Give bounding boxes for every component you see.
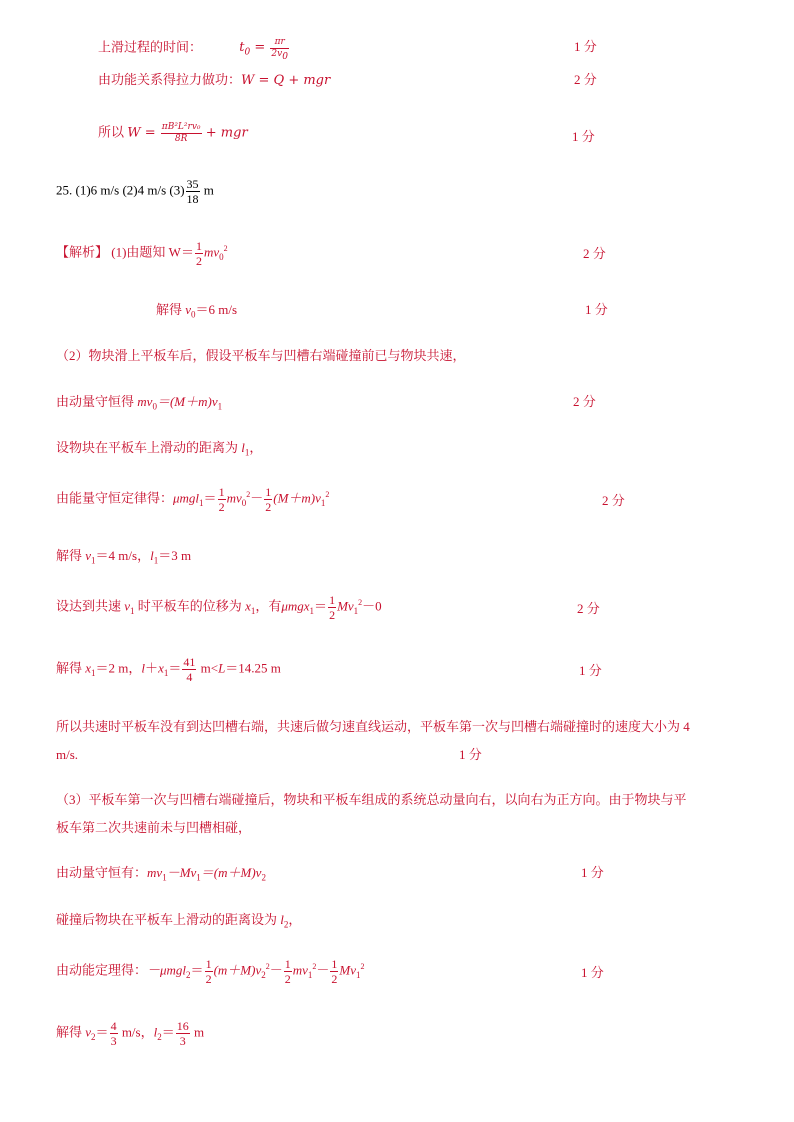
- conclusion-1: 所以共速时平板车没有到达凹槽右端，共速后做匀速直线运动，平板车第一次与凹槽右端碰撞时的速度大小为 4: [56, 719, 690, 734]
- time-fraction: $\frac{\pi r}{2v_0}$: [271, 37, 288, 62]
- part3-intro-cont: 板车第二次共速前未与凹槽相碰，: [56, 820, 252, 835]
- solve-v2-l2: 解得 $v_2=$ $\frac{4}{3}$ m/s，$l_2=$ $\frac{16}{3}$ m: [56, 1019, 205, 1048]
- solve-v0: 解得 $v_0=6$ m/s: [156, 302, 238, 320]
- kinetic-energy-eq: 由动能定理得：－μmgl$_2$＝ $\frac{1}{2}$ $(m+M)v_2^2-$ $\frac{1}{2}$ $mv_1^2-$ $\frac{1}{2}$ $Mv_1^2$: [56, 957, 365, 986]
- score-2: 2 分: [574, 72, 597, 87]
- score-10: 2 分: [602, 493, 625, 508]
- momentum-eq-1: 由动量守恒得 $mv_0=(M+m)v_1$: [56, 394, 223, 412]
- conclusion-1-cont: m/s.: [56, 747, 79, 762]
- score-15: 1 分: [459, 747, 482, 762]
- score-1: 1 分: [574, 39, 597, 54]
- score-8: 2 分: [573, 394, 596, 409]
- result-w-line: 所以 W = $\frac{\text{πB²L²rv₀}}{8R}$ + mgr: [98, 122, 248, 144]
- energy-eq: 由能量守恒定律得：μmgl$_1$＝ $\frac{1}{2}$ $mv_0^2-$ $\frac{1}{2}$ $(M+m)v_1^2$: [56, 485, 330, 514]
- work-line: 由功能关系得拉力做功：W = Q + mgr: [98, 72, 331, 88]
- score-18: 1 分: [581, 865, 604, 880]
- analysis-1: 【解析】 (1)由题知 W＝ $\frac{1}{2}$ $mv_0^2$: [56, 239, 228, 268]
- score-12: 2 分: [577, 601, 600, 616]
- answer-25: 25. (1)6 m/s (2)4 m/s (3) $\frac{35}{18}$ m: [56, 177, 214, 206]
- momentum-eq-2: 由动量守恒有：$mv_1-Mv_1=(m+M)v_2$: [56, 865, 266, 883]
- distance-l1-def: 设物块在平板车上滑动的距离为 $l_1$，: [56, 440, 263, 458]
- score-13: 1 分: [579, 663, 602, 678]
- solve-v1-l1: 解得 $v_1=4$ m/s，$l_1=3$ m: [56, 548, 192, 566]
- distance-l2-def: 碰撞后物块在平板车上滑动的距离设为 $l_2$，: [56, 912, 302, 930]
- score-20: 1 分: [581, 965, 604, 980]
- score-6: 1 分: [585, 302, 608, 317]
- score-3: 1 分: [572, 129, 595, 144]
- score-5: 2 分: [583, 246, 606, 261]
- time-line: 上滑过程的时间： $t_0$ = $\frac{\pi r}{2v_0}$: [98, 37, 288, 62]
- part3-intro: （3）平板车第一次与凹槽右端碰撞后，物块和平板车组成的系统总动量向右，以向右为正方向。由于物块与平: [56, 792, 687, 807]
- solve-x1: 解得 $x_1=2$ m，$l+x_1=$ $\frac{41}{4}$ m<L＝14.25 m: [56, 655, 281, 684]
- part2-intro: （2）物块滑上平板车后，假设平板车与凹槽右端碰撞前已与物块共速，: [56, 348, 466, 363]
- displacement-eq: 设达到共速 $v_1$ 时平板车的位移为 $x_1$，有μmgx$_1$＝ $\frac{1}{2}$ $Mv_1^2-0$: [56, 593, 382, 622]
